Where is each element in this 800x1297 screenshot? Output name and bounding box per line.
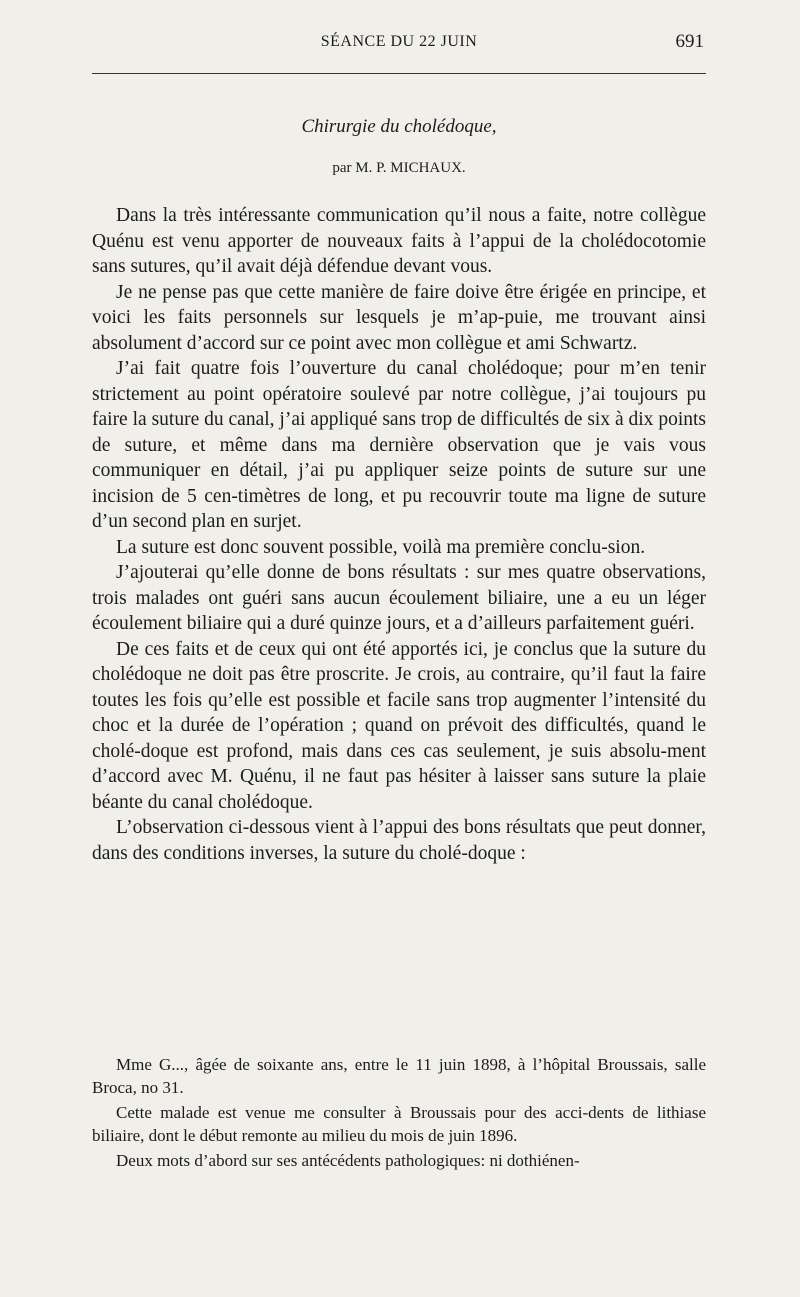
body-paragraph: De ces faits et de ceux qui ont été apportés ici, je conclus que la suture du cholédoque ne doit pas être proscrite. Je crois, au contraire, qu’il faut la faire toutes les fois qu’elle est possible et facile sans trop augmenter l’intensité du choc et la durée de l’opération ; quand on prévoit des difficultés, quand le cholé-doque est profond, mais dans ces cas seulement, je suis absolu-ment d’accord avec M. Quénu, il ne faut pas hésiter à laisser sans suture la plaie béante du canal cholédoque. [92, 638, 706, 813]
running-title: SÉANCE DU 22 JUIN [320, 33, 478, 50]
body-paragraph: J’ai fait quatre fois l’ouverture du canal cholédoque; pour m’en tenir strictement au point opératoire soulevé par notre collègue, j’ai toujours pu faire la suture du canal, j’ai appliqué sans trop de difficultés de six à dix points de suture, et même dans ma dernière observation que je vais vous communiquer en détail, j’ai pu appliquer seize points de suture sur une incision de 5 cen-timètres de long, et pu recouvrir toute ma ligne de suture d’un second plan en surjet. [92, 358, 706, 532]
body-paragraph: L’observation ci-dessous vient à l’appui des bons résultats que peut donner, dans des conditions inverses, la suture du cholé-doque : [92, 817, 706, 864]
running-head [92, 33, 706, 59]
header-rule [92, 73, 706, 74]
body-paragraph: Je ne pense pas que cette manière de faire doive être érigée en principe, et voici les faits personnels sur lesquels je m’ap-puie, me trouvant ainsi absolument d’accord sur ce point avec mon collègue et ami Schwartz. [92, 281, 706, 354]
observation-intro: Mme G..., âgée de soixante ans, entre le 11 juin 1898, à l’hôpital Broussais, salle Broca, no 31. [92, 1055, 706, 1097]
observation-paragraph: Cette malade est venue me consulter à Broussais pour des acci-dents de lithiase biliaire, dont le début remonte au milieu du mois de juin 1896. [92, 1103, 706, 1145]
body-paragraph: J’ajouterai qu’elle donne de bons résultats : sur mes quatre observations, trois malades ont guéri sans aucun écoulement biliaire, une a eu un léger écoulement biliaire qui a duré quinze jours, et a d’ailleurs parfaitement guéri. [92, 562, 706, 634]
article-title: Chirurgie du cholédoque, [301, 116, 497, 137]
body-paragraph: La suture est donc souvent possible, voilà ma première conclu-sion. [116, 536, 646, 558]
article-byline: par M. P. MICHAUX. [332, 160, 466, 176]
article-body [92, 203, 706, 866]
observation-paragraph: Deux mots d’abord sur ses antécédents pathologiques: ni dothiénen- [116, 1151, 580, 1170]
page-number: 691 [675, 31, 704, 52]
observation-section [92, 1053, 706, 1172]
body-paragraph: Dans la très intéressante communication qu’il nous a faite, notre collègue Quénu est venu apporter de nouveaux faits à l’appui de la cholédocotomie sans sutures, qu’il avait déjà défendue devant vous. [92, 205, 706, 277]
